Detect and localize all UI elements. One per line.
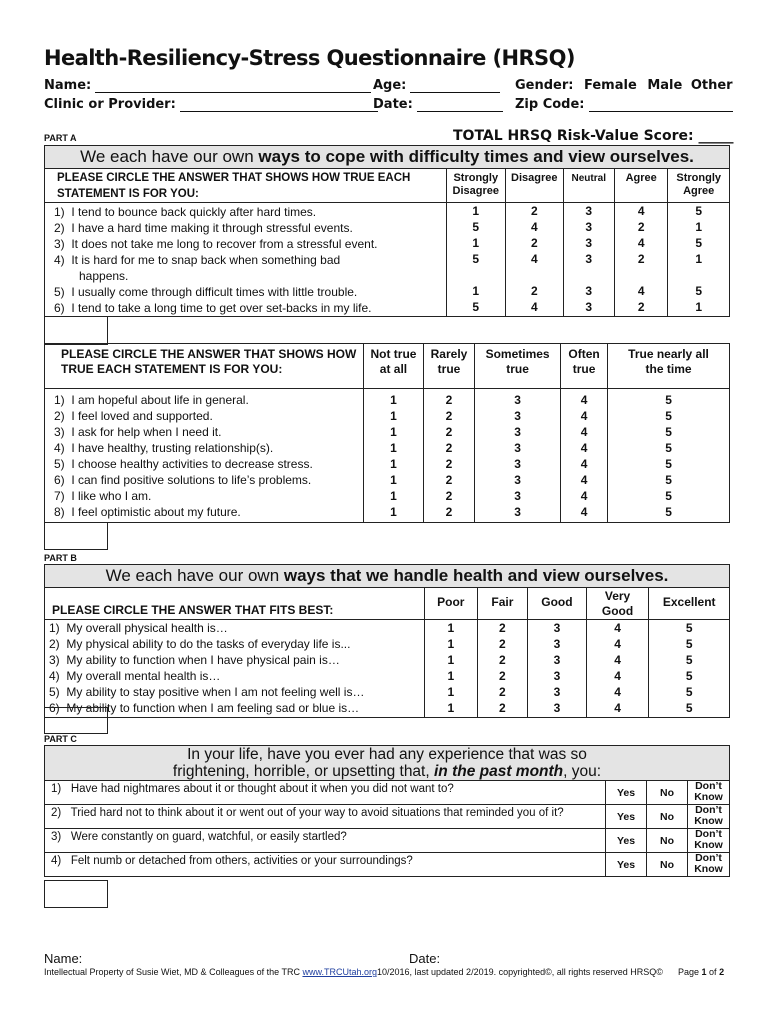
- answer-value[interactable]: 4: [580, 409, 588, 423]
- score-box-a1[interactable]: [44, 316, 108, 345]
- answer-col-4[interactable]: 4 2 4 2 4 2: [614, 203, 667, 317]
- gender-option-female[interactable]: Female: [584, 78, 637, 93]
- part-a-instructions-2: PLEASE CIRCLE THE ANSWER THAT SHOWS HOW TRUE EACH STATEMENT IS FOR YOU:: [45, 344, 364, 389]
- part-c-table: [44, 780, 730, 877]
- answer-value[interactable]: 5: [665, 441, 672, 455]
- answer-value[interactable]: 5: [685, 669, 693, 683]
- answer-value[interactable]: 2: [499, 637, 506, 651]
- part-a-banner-text: We each have our own: [80, 147, 259, 166]
- list-item: 4) My overall mental health is…: [49, 669, 221, 683]
- answer-value[interactable]: 2: [499, 701, 506, 715]
- answer-value[interactable]: 1: [390, 473, 397, 487]
- answer-value[interactable]: 2: [445, 489, 453, 503]
- age-label: Age:: [373, 78, 407, 93]
- answer-value[interactable]: 2: [445, 505, 453, 519]
- list-item: 6) I can find positive solutions to life’s problems.: [54, 473, 312, 487]
- answer-value[interactable]: 5: [665, 473, 672, 487]
- part-c-banner-line1: In your life, have you ever had any experience that was so: [187, 746, 587, 763]
- score-box-b[interactable]: [44, 707, 108, 734]
- answer-value[interactable]: 5: [665, 409, 672, 423]
- answer-col-4[interactable]: [586, 620, 649, 718]
- part-a-label: PART A: [44, 133, 77, 143]
- part-b-banner-bold: ways that we handle health and view ourselves.: [283, 566, 669, 585]
- part-a-table-1: [44, 168, 730, 317]
- answer-no[interactable]: No: [647, 781, 688, 805]
- answer-col-2[interactable]: [423, 389, 474, 523]
- list-item: 1) I am hopeful about life in general.: [54, 393, 249, 407]
- answer-yes[interactable]: Yes: [606, 829, 647, 853]
- answer-dont-know[interactable]: Don’t Know: [688, 829, 730, 853]
- answer-col-2[interactable]: [477, 620, 528, 718]
- answer-value[interactable]: 3: [553, 669, 561, 683]
- answer-value[interactable]: 4: [614, 621, 621, 635]
- part-b-banner-text: We each have our own: [105, 566, 284, 585]
- list-item: 3) I ask for help when I need it.: [54, 425, 222, 439]
- col-disagree: Disagree: [506, 169, 564, 203]
- col-poor: Poor: [425, 588, 478, 620]
- answer-value[interactable]: 5: [665, 457, 672, 471]
- answer-col-1[interactable]: 1 5 1 5 1 5: [446, 203, 506, 317]
- total-score-label: TOTAL HRSQ Risk-Value Score: _____: [453, 128, 734, 144]
- answer-value[interactable]: 1: [447, 653, 455, 667]
- gender-field-row: [515, 78, 733, 93]
- footer-date-label: Date:: [409, 951, 441, 966]
- answer-yes[interactable]: Yes: [606, 805, 647, 829]
- part-a-instructions-1: PLEASE CIRCLE THE ANSWER THAT SHOWS HOW TRUE EACH STATEMENT IS FOR YOU:: [45, 169, 447, 203]
- list-item: 7) I like who I am.: [54, 489, 152, 503]
- answer-col-1[interactable]: [425, 620, 478, 718]
- answer-value[interactable]: 4: [614, 701, 621, 715]
- answer-value[interactable]: 2: [499, 653, 506, 667]
- part-c-item-4: 4) Felt numb or detached from others, activities or your surroundings?: [45, 853, 606, 877]
- answer-value[interactable]: 4: [614, 637, 621, 651]
- part-a-banner-bold: ways to cope with difficulty times and view ourselves.: [258, 147, 694, 166]
- col-often-true: Often true: [561, 344, 608, 389]
- name-field-row: [44, 78, 371, 93]
- part-b-table: [44, 587, 730, 718]
- part-c-item-3: 3) Were constantly on guard, watchful, or easily startled?: [45, 829, 606, 853]
- col-good: Good: [528, 588, 587, 620]
- answer-value[interactable]: 5: [685, 685, 693, 699]
- answer-no[interactable]: No: [647, 805, 688, 829]
- answer-col-3[interactable]: [475, 389, 561, 523]
- answer-value[interactable]: 4: [580, 425, 588, 439]
- answer-yes[interactable]: Yes: [606, 853, 647, 877]
- copyright-notice: Intellectual Property of Susie Wiet, MD & Colleagues of the TRC www.TRCUtah.org10/2016, last updated 2/2019. copyrighted©, all rights reserved HRSQ©: [44, 967, 663, 977]
- list-item: 6) I tend to take a long time to get over set-backs in my life.: [54, 301, 372, 315]
- answer-value[interactable]: 1: [390, 457, 397, 471]
- list-item: 5) I choose healthy activities to decrease stress.: [54, 457, 313, 471]
- col-fair: Fair: [477, 588, 528, 620]
- part-b-banner: [44, 564, 730, 588]
- list-item: 2) I feel loved and supported.: [54, 409, 213, 423]
- col-rarely-true: Rarely true: [423, 344, 474, 389]
- page-number: Page 1 of 2: [678, 967, 725, 977]
- col-true-nearly-all: True nearly all the time: [608, 344, 730, 389]
- score-box-c[interactable]: [44, 880, 108, 908]
- list-item: 2) My physical ability to do the tasks of everyday life is...: [49, 637, 351, 651]
- answer-value[interactable]: 2: [445, 425, 453, 439]
- age-input[interactable]: [410, 78, 500, 93]
- answer-value[interactable]: 4: [580, 393, 588, 407]
- answer-value[interactable]: 1: [390, 425, 397, 439]
- part-a-items-1: [45, 203, 447, 317]
- part-b-label: PART B: [44, 553, 77, 563]
- zip-label: Zip Code:: [515, 97, 585, 112]
- page-title: Health-Resiliency-Stress Questionnaire (HRSQ): [44, 46, 575, 70]
- list-item-continuation: happens.: [79, 269, 129, 283]
- clinic-label: Clinic or Provider:: [44, 97, 176, 112]
- answer-value[interactable]: 5: [685, 653, 693, 667]
- answer-value[interactable]: 2: [445, 457, 453, 471]
- zip-input[interactable]: [589, 97, 733, 112]
- answer-value[interactable]: 3: [514, 409, 521, 423]
- answer-value[interactable]: 5: [685, 621, 693, 635]
- answer-value[interactable]: 1: [390, 393, 397, 407]
- part-a-banner: [44, 145, 730, 169]
- answer-col-3[interactable]: 3 3 3 3 3 3: [563, 203, 614, 317]
- answer-value[interactable]: 3: [514, 441, 521, 455]
- list-item: 4) I have healthy, trusting relationship(s).: [54, 441, 274, 455]
- part-c-banner: In your life, have you ever had any experience that was so frightening, horrible, or upsetting that, in the past month, you:: [44, 745, 730, 781]
- col-very-good: Very Good: [586, 588, 649, 620]
- answer-col-5[interactable]: [608, 389, 730, 523]
- answer-value[interactable]: 5: [665, 489, 672, 503]
- list-item: 4) It is hard for me to snap back when something bad: [54, 253, 341, 267]
- list-item: 6) My ability to function when I am feeling sad or blue is…: [49, 701, 360, 715]
- answer-value[interactable]: 3: [514, 457, 521, 471]
- col-neutral: Neutral: [563, 169, 614, 203]
- part-b-instructions: PLEASE CIRCLE THE ANSWER THAT FITS BEST:: [45, 588, 425, 620]
- part-a-table-2: [44, 343, 730, 523]
- col-not-true: Not true at all: [364, 344, 424, 389]
- answer-value[interactable]: 3: [553, 637, 561, 651]
- answer-value[interactable]: 3: [514, 489, 521, 503]
- list-item: 3) It does not take me long to recover from a stressful event.: [54, 237, 378, 251]
- answer-dont-know[interactable]: Don’t Know: [688, 781, 730, 805]
- answer-col-4[interactable]: [561, 389, 608, 523]
- answer-no[interactable]: No: [647, 853, 688, 877]
- age-field-row: [373, 78, 500, 93]
- answer-value[interactable]: 1: [390, 409, 397, 423]
- answer-value[interactable]: 1: [447, 621, 455, 635]
- clinic-input[interactable]: [180, 97, 378, 112]
- answer-value[interactable]: 3: [553, 653, 561, 667]
- answer-value[interactable]: 5: [665, 505, 672, 519]
- gender-option-other[interactable]: Other: [690, 78, 733, 93]
- part-c-item-2: 2) Tried hard not to think about it or went out of your way to avoid situations that reminded you of it?: [45, 805, 606, 829]
- answer-value[interactable]: 2: [445, 473, 453, 487]
- name-input[interactable]: [95, 78, 371, 93]
- gender-label: Gender:: [515, 78, 574, 93]
- answer-value[interactable]: 1: [390, 441, 397, 455]
- answer-no[interactable]: No: [647, 829, 688, 853]
- trc-website-link[interactable]: www.TRCUtah.org: [302, 967, 377, 977]
- answer-col-5[interactable]: 5 1 5 1 5 1: [668, 203, 730, 317]
- list-item: 3) My ability to function when I have physical pain is…: [49, 653, 340, 667]
- answer-value[interactable]: 4: [580, 489, 588, 503]
- answer-value[interactable]: 4: [580, 505, 588, 519]
- list-item: 5) My ability to stay positive when I am not feeling well is…: [49, 685, 365, 699]
- col-excellent: Excellent: [649, 588, 730, 620]
- part-c-item-1: 1) Have had nightmares about it or thought about it when you did not want to?: [45, 781, 606, 805]
- answer-value[interactable]: 4: [614, 685, 621, 699]
- clinic-field-row: [44, 97, 378, 112]
- list-item: 8) I feel optimistic about my future.: [54, 505, 241, 519]
- answer-value[interactable]: 2: [499, 621, 506, 635]
- answer-value[interactable]: 1: [447, 701, 455, 715]
- answer-value[interactable]: 1: [447, 685, 455, 699]
- answer-dont-know[interactable]: Don’t Know: [688, 853, 730, 877]
- answer-value[interactable]: 3: [514, 473, 521, 487]
- date-label: Date:: [373, 97, 413, 112]
- answer-value[interactable]: 3: [553, 701, 561, 715]
- part-b-items: [45, 620, 425, 718]
- score-box-a2[interactable]: [44, 522, 108, 550]
- answer-value[interactable]: 5: [685, 637, 693, 651]
- part-c-banner-emphasis: in the past month: [433, 763, 564, 780]
- answer-col-3[interactable]: [528, 620, 587, 718]
- answer-value[interactable]: 1: [447, 637, 455, 651]
- list-item: 1) I tend to bounce back quickly after hard times.: [54, 205, 317, 219]
- answer-value[interactable]: 4: [614, 669, 621, 683]
- list-item: 2) I have a hard time making it through stressful events.: [54, 221, 353, 235]
- part-c-banner-line2: frightening, horrible, or upsetting that,: [172, 763, 434, 780]
- name-label: Name:: [44, 78, 92, 93]
- part-a-items-2: [45, 389, 364, 523]
- date-input[interactable]: [417, 97, 503, 112]
- answer-value[interactable]: 4: [580, 441, 588, 455]
- answer-value[interactable]: 5: [685, 701, 693, 715]
- answer-value[interactable]: 4: [580, 457, 588, 471]
- answer-col-1[interactable]: [364, 389, 424, 523]
- answer-value[interactable]: 1: [390, 489, 397, 503]
- answer-value[interactable]: 1: [390, 505, 397, 519]
- answer-value[interactable]: 3: [514, 425, 521, 439]
- answer-value[interactable]: 3: [514, 393, 521, 407]
- answer-value[interactable]: 2: [445, 441, 453, 455]
- col-sometimes-true: Sometimes true: [475, 344, 561, 389]
- list-item: 1) My overall physical health is…: [49, 621, 228, 635]
- answer-value[interactable]: 3: [553, 685, 561, 699]
- answer-value[interactable]: 2: [499, 669, 506, 683]
- zip-field-row: [515, 97, 733, 112]
- gender-option-male[interactable]: Male: [647, 78, 683, 93]
- answer-value[interactable]: 4: [580, 473, 588, 487]
- part-c-label: PART C: [44, 734, 77, 744]
- footer-name-label: Name:: [44, 951, 83, 966]
- date-field-row: [373, 97, 503, 112]
- col-strongly-disagree: Strongly Disagree: [446, 169, 506, 203]
- answer-yes[interactable]: Yes: [606, 781, 647, 805]
- answer-col-2[interactable]: 2 4 2 4 2 4: [506, 203, 564, 317]
- answer-value[interactable]: 4: [614, 653, 621, 667]
- list-item: 5) I usually come through difficult times with little trouble.: [54, 285, 358, 299]
- answer-value[interactable]: 1: [447, 669, 455, 683]
- answer-value[interactable]: 5: [665, 393, 672, 407]
- answer-dont-know[interactable]: Don’t Know: [688, 805, 730, 829]
- answer-value[interactable]: 2: [445, 393, 453, 407]
- answer-col-5[interactable]: [649, 620, 730, 718]
- answer-value[interactable]: 3: [514, 505, 521, 519]
- answer-value[interactable]: 2: [445, 409, 453, 423]
- answer-value[interactable]: 2: [499, 685, 506, 699]
- answer-value[interactable]: 5: [665, 425, 672, 439]
- col-strongly-agree: Strongly Agree: [668, 169, 730, 203]
- col-agree: Agree: [614, 169, 667, 203]
- answer-value[interactable]: 3: [553, 621, 561, 635]
